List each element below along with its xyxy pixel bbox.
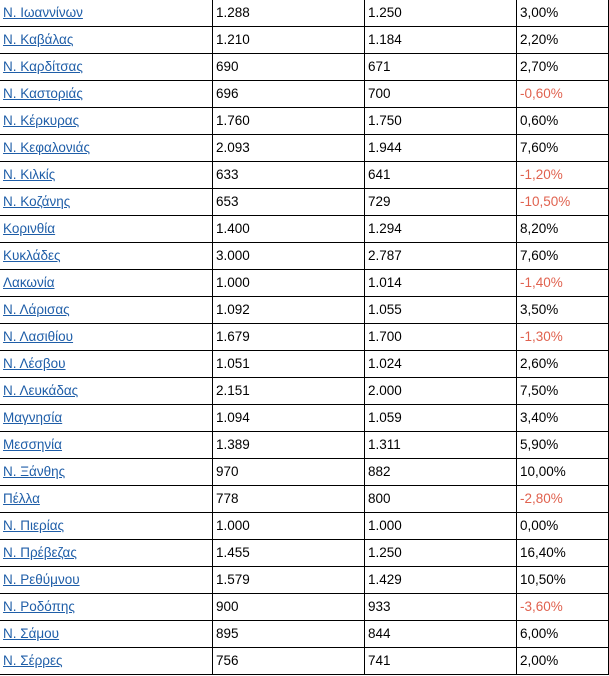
table-row xyxy=(0,243,609,270)
region-cell xyxy=(0,0,213,27)
region-cell xyxy=(0,351,213,378)
table-row xyxy=(0,378,609,405)
region-link[interactable]: Ν. Λέσβου xyxy=(3,356,66,371)
region-cell xyxy=(0,54,213,81)
value-cell-1: 1.288 xyxy=(213,0,365,27)
value-cell-1: 653 xyxy=(213,189,365,216)
table-row xyxy=(0,189,609,216)
change-cell: 0,60% xyxy=(517,108,609,135)
change-cell: -1,20% xyxy=(517,162,609,189)
region-cell xyxy=(0,567,213,594)
value-cell-1: 1.092 xyxy=(213,297,365,324)
region-link[interactable]: Λακωνία xyxy=(3,275,55,290)
value-cell-1: 895 xyxy=(213,621,365,648)
change-cell: -1,40% xyxy=(517,270,609,297)
table-row xyxy=(0,0,609,27)
table-row xyxy=(0,540,609,567)
value-cell-2: 1.014 xyxy=(365,270,517,297)
region-cell xyxy=(0,378,213,405)
region-cell xyxy=(0,621,213,648)
change-cell: 3,40% xyxy=(517,405,609,432)
region-link[interactable]: Ν. Κεφαλονιάς xyxy=(3,140,90,155)
value-cell-1: 2.151 xyxy=(213,378,365,405)
value-cell-1: 778 xyxy=(213,486,365,513)
value-cell-2: 1.311 xyxy=(365,432,517,459)
region-link[interactable]: Ν. Ξάνθης xyxy=(3,464,66,479)
change-cell: 10,50% xyxy=(517,567,609,594)
value-cell-2: 1.024 xyxy=(365,351,517,378)
value-cell-2: 933 xyxy=(365,594,517,621)
value-cell-2: 1.059 xyxy=(365,405,517,432)
region-link[interactable]: Κυκλάδες xyxy=(3,248,61,263)
region-cell xyxy=(0,540,213,567)
region-link[interactable]: Ν. Ρεθύμνου xyxy=(3,572,80,587)
table-row xyxy=(0,270,609,297)
region-link[interactable]: Ν. Καρδίτσας xyxy=(3,59,83,74)
region-link[interactable]: Μεσσηνία xyxy=(3,437,62,452)
region-cell xyxy=(0,432,213,459)
change-cell: 2,60% xyxy=(517,351,609,378)
change-cell: 8,20% xyxy=(517,216,609,243)
table-row xyxy=(0,81,609,108)
region-cell xyxy=(0,405,213,432)
value-cell-1: 1.679 xyxy=(213,324,365,351)
region-link[interactable]: Πέλλα xyxy=(3,491,40,506)
table-row xyxy=(0,432,609,459)
value-cell-2: 1.184 xyxy=(365,27,517,54)
table-row xyxy=(0,27,609,54)
region-link[interactable]: Ν. Ιωαννίνων xyxy=(3,5,83,20)
region-link[interactable]: Ν. Σάμου xyxy=(3,626,60,641)
value-cell-2: 729 xyxy=(365,189,517,216)
value-cell-1: 3.000 xyxy=(213,243,365,270)
change-cell: 16,40% xyxy=(517,540,609,567)
region-link[interactable]: Ν. Κιλκίς xyxy=(3,167,56,182)
table-row xyxy=(0,567,609,594)
value-cell-1: 696 xyxy=(213,81,365,108)
table-row xyxy=(0,135,609,162)
region-cell xyxy=(0,108,213,135)
value-cell-1: 2.093 xyxy=(213,135,365,162)
value-cell-2: 1.944 xyxy=(365,135,517,162)
value-cell-1: 1.094 xyxy=(213,405,365,432)
region-link[interactable]: Ν. Ροδόπης xyxy=(3,599,75,614)
table-row xyxy=(0,405,609,432)
change-cell: 2,00% xyxy=(517,648,609,675)
region-cell xyxy=(0,162,213,189)
change-cell: 7,60% xyxy=(517,135,609,162)
value-cell-2: 1.429 xyxy=(365,567,517,594)
change-cell: 6,00% xyxy=(517,621,609,648)
region-cell xyxy=(0,27,213,54)
value-cell-2: 671 xyxy=(365,54,517,81)
table-row xyxy=(0,54,609,81)
change-cell: -0,60% xyxy=(517,81,609,108)
change-cell: 0,00% xyxy=(517,513,609,540)
table-row xyxy=(0,297,609,324)
region-cell xyxy=(0,81,213,108)
region-link[interactable]: Ν. Κοζάνης xyxy=(3,194,71,209)
value-cell-2: 1.000 xyxy=(365,513,517,540)
value-cell-1: 690 xyxy=(213,54,365,81)
value-cell-1: 1.000 xyxy=(213,270,365,297)
region-cell xyxy=(0,513,213,540)
region-cell xyxy=(0,594,213,621)
region-cell xyxy=(0,324,213,351)
region-link[interactable]: Ν. Καβάλας xyxy=(3,32,74,47)
region-link[interactable]: Μαγνησία xyxy=(3,410,63,425)
region-cell xyxy=(0,459,213,486)
value-cell-1: 756 xyxy=(213,648,365,675)
region-link[interactable]: Ν. Πρέβεζας xyxy=(3,545,77,560)
value-cell-2: 741 xyxy=(365,648,517,675)
change-cell: 3,50% xyxy=(517,297,609,324)
value-cell-2: 1.700 xyxy=(365,324,517,351)
change-cell: 7,60% xyxy=(517,243,609,270)
change-cell: 10,00% xyxy=(517,459,609,486)
value-cell-1: 1.455 xyxy=(213,540,365,567)
value-cell-1: 1.389 xyxy=(213,432,365,459)
value-cell-2: 800 xyxy=(365,486,517,513)
value-cell-2: 844 xyxy=(365,621,517,648)
value-cell-1: 1.210 xyxy=(213,27,365,54)
region-link[interactable]: Ν. Λάρισας xyxy=(3,302,70,317)
value-cell-1: 1.000 xyxy=(213,513,365,540)
region-link[interactable]: Ν. Πιερίας xyxy=(3,518,65,533)
table-row xyxy=(0,216,609,243)
change-cell: 2,70% xyxy=(517,54,609,81)
change-cell: 5,90% xyxy=(517,432,609,459)
table-row xyxy=(0,594,609,621)
region-cell xyxy=(0,243,213,270)
region-cell xyxy=(0,486,213,513)
change-cell: 3,00% xyxy=(517,0,609,27)
value-cell-2: 2.000 xyxy=(365,378,517,405)
value-cell-2: 1.055 xyxy=(365,297,517,324)
table-row xyxy=(0,486,609,513)
table-row xyxy=(0,324,609,351)
region-link[interactable]: Κορινθία xyxy=(3,221,56,236)
value-cell-1: 970 xyxy=(213,459,365,486)
region-cell xyxy=(0,297,213,324)
value-cell-2: 641 xyxy=(365,162,517,189)
value-cell-1: 633 xyxy=(213,162,365,189)
region-cell xyxy=(0,270,213,297)
change-cell: 7,50% xyxy=(517,378,609,405)
value-cell-2: 882 xyxy=(365,459,517,486)
table-row xyxy=(0,621,609,648)
change-cell: -10,50% xyxy=(517,189,609,216)
region-link[interactable]: Ν. Λευκάδας xyxy=(3,383,79,398)
table-row xyxy=(0,459,609,486)
value-cell-2: 1.250 xyxy=(365,0,517,27)
value-cell-1: 1.400 xyxy=(213,216,365,243)
value-cell-1: 1.051 xyxy=(213,351,365,378)
region-cell xyxy=(0,216,213,243)
region-link[interactable]: Ν. Καστοριάς xyxy=(3,86,83,101)
value-cell-2: 700 xyxy=(365,81,517,108)
value-cell-2: 1.294 xyxy=(365,216,517,243)
value-cell-2: 1.750 xyxy=(365,108,517,135)
table-row xyxy=(0,162,609,189)
value-cell-1: 1.579 xyxy=(213,567,365,594)
region-cell xyxy=(0,648,213,675)
value-cell-2: 2.787 xyxy=(365,243,517,270)
region-cell xyxy=(0,189,213,216)
change-cell: -1,30% xyxy=(517,324,609,351)
change-cell: 2,20% xyxy=(517,27,609,54)
region-link[interactable]: Ν. Σέρρες xyxy=(3,653,63,668)
value-cell-1: 900 xyxy=(213,594,365,621)
value-cell-1: 1.760 xyxy=(213,108,365,135)
table-row xyxy=(0,108,609,135)
region-cell xyxy=(0,135,213,162)
change-cell: -3,60% xyxy=(517,594,609,621)
change-cell: -2,80% xyxy=(517,486,609,513)
table-row xyxy=(0,513,609,540)
region-link[interactable]: Ν. Κέρκυρας xyxy=(3,113,80,128)
table-row xyxy=(0,351,609,378)
region-link[interactable]: Ν. Λασιθίου xyxy=(3,329,74,344)
table-row xyxy=(0,648,609,675)
value-cell-2: 1.250 xyxy=(365,540,517,567)
